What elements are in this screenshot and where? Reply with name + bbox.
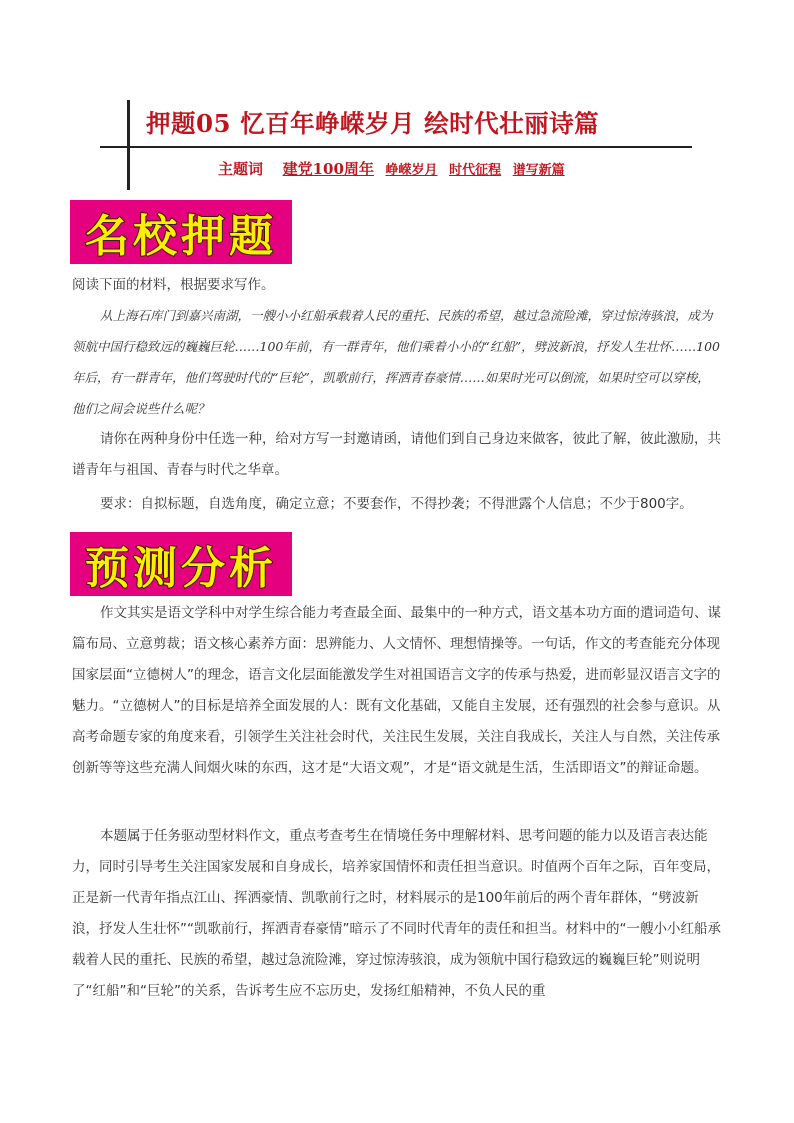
material-passage-text: 从上海石库门到嘉兴南湖，一艘小小红船承载着人民的重托、民族的希望，越过急流险滩，穿过惊涛骇浪，成为领航中国行稳致远的巍巍巨轮……100年前，有一群青年，他们乘着小小的“红船”，劈波新浪，抒发人生壮怀……100年后，有一群青年，他们驾驶时代的“巨轮”，凯歌前行，挥洒青春豪情……如果时光可以倒流，如果时空可以穿梭，他们之间会说些什么呢？	[72, 308, 720, 416]
banner-exam-prediction-label: 名校押题	[85, 211, 277, 262]
banner-prediction-analysis-label: 预测分析	[85, 543, 277, 594]
writing-requirement	[72, 489, 722, 520]
banner-prediction-analysis	[70, 532, 292, 596]
keyword-1: 建党100周年	[282, 160, 374, 178]
keyword-2: 峥嵘岁月	[385, 163, 438, 178]
keyword-4: 谱写新篇	[512, 163, 565, 178]
writing-task	[72, 424, 722, 486]
theme-keywords	[218, 158, 571, 179]
analysis-paragraph-1-text: 作文其实是语文学科中对学生综合能力考查最全面、最集中的一种方式，语文基本功方面的遣词造句、谋篇布局、立意剪裁；语文核心素养方面：思辨能力、人文情怀、理想情操等。一句话，作文的考查能充分体现国家层面“立德树人”的理念，语言文化层面能激发学生对祖国语言文字的传承与热爱，进而彰显汉语言文字的魅力。“立德树人”的目标是培养全面发展的人：既有文化基础，又能自主发展，还有强烈的社会参与意识。从高考命题专家的角度来看，引领学生关注社会时代，关注民生发展，关注自我成长，关注人与自然，关注传承创新等等这些充满人间烟火味的东西，这才是“大语文观”，才是“语文就是生活，生活即语文”的辩证命题。	[72, 605, 721, 776]
writing-task-text: 请你在两种身份中任选一种，给对方写一封邀请函，请他们到自己身边来做客，彼此了解，彼此激励，共谱青年与祖国、青春与时代之华章。	[72, 431, 721, 478]
page-title: 押题05 忆百年峥嵘岁月 绘时代壮丽诗篇	[146, 109, 600, 138]
analysis-paragraph-2	[72, 821, 722, 1007]
theme-label: 主题词	[218, 160, 264, 178]
header-vertical-rule	[127, 100, 130, 190]
keyword-3: 时代征程	[449, 163, 502, 178]
analysis-paragraph-1	[72, 598, 722, 784]
header-horizontal-rule	[100, 146, 692, 148]
reading-instruction	[72, 270, 722, 301]
banner-exam-prediction	[70, 200, 292, 264]
reading-instruction-text: 阅读下面的材料，根据要求写作。	[72, 277, 275, 293]
writing-requirement-text: 要求：自拟标题，自选角度，确定立意；不要套作，不得抄袭；不得泄露个人信息；不少于800字。	[100, 496, 693, 512]
material-passage	[72, 300, 722, 424]
analysis-paragraph-2-text: 本题属于任务驱动型材料作文，重点考查考生在情境任务中理解材料、思考问题的能力以及语言表达能力，同时引导考生关注国家发展和自身成长，培养家国情怀和责任担当意识。时值两个百年之际，百年变局，正是新一代青年指点江山、挥洒豪情、凯歌前行之时，材料展示的是100年前后的两个青年群体，“劈波新浪，抒发人生壮怀”“凯歌前行，挥洒青春豪情”暗示了不同时代青年的责任和担当。材料中的“一艘小小红船承载着人民的重托、民族的希望，越过急流险滩，穿过惊涛骇浪，成为领航中国行稳致远的巍巍巨轮”则说明了“红船”和“巨轮”的关系，告诉考生应不忘历史，发扬红船精神，不负人民的重	[72, 828, 721, 999]
